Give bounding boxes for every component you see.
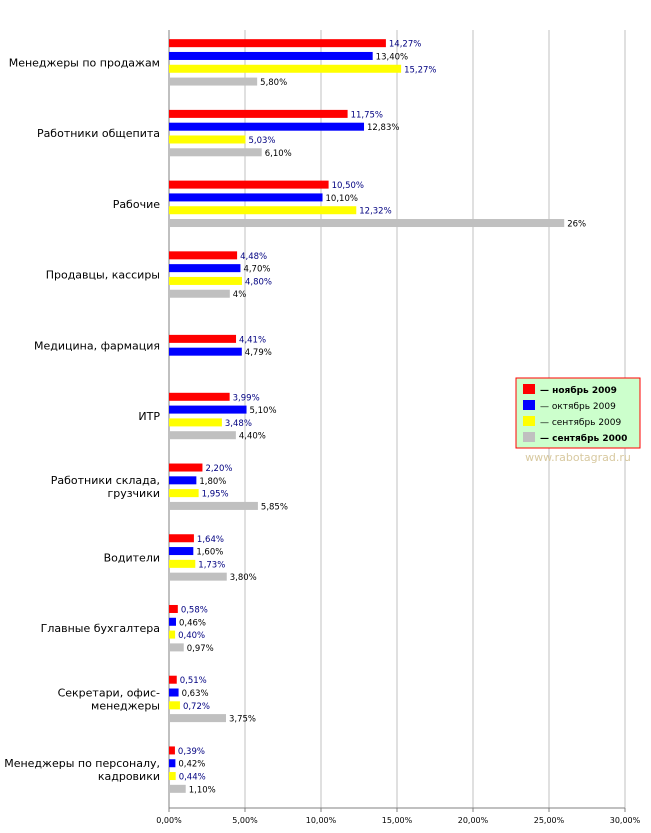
data-label: 0,40%	[178, 631, 206, 642]
bar	[169, 560, 195, 568]
data-label: 1,64%	[196, 534, 224, 545]
bar	[169, 393, 230, 401]
legend-swatch	[523, 416, 535, 426]
data-label: 10,10%	[325, 193, 358, 204]
bar	[169, 39, 386, 47]
bar	[169, 148, 262, 156]
bar	[169, 52, 373, 60]
bar	[169, 335, 236, 343]
bar	[169, 206, 356, 214]
data-label: 12,83%	[367, 123, 400, 134]
data-label: 26%	[567, 219, 587, 230]
bar	[169, 431, 236, 439]
data-label: 1,73%	[198, 560, 226, 571]
bar	[169, 135, 245, 143]
x-tick-label: 5,00%	[232, 816, 258, 825]
bar	[169, 406, 247, 414]
legend-swatch	[523, 400, 535, 410]
legend-label: — сентябрь 2009	[540, 418, 622, 428]
data-label: 0,51%	[179, 676, 207, 687]
bar	[169, 714, 226, 722]
data-label: 4,41%	[239, 335, 267, 346]
data-label: 5,80%	[260, 78, 288, 89]
bar	[169, 277, 242, 285]
x-tick-label: 0,00%	[156, 816, 182, 825]
data-label: 10,50%	[331, 181, 365, 192]
bar	[169, 676, 177, 684]
bar	[169, 110, 348, 118]
data-label: 4,80%	[244, 277, 272, 288]
data-label: 5,03%	[248, 135, 276, 146]
data-label: 0,97%	[186, 643, 214, 654]
bar	[169, 689, 179, 697]
data-label: 4,48%	[240, 251, 268, 262]
data-label: 0,44%	[178, 772, 206, 783]
data-label: 5,85%	[260, 502, 288, 513]
x-tick-label: 15,00%	[381, 816, 413, 825]
data-label: 1,95%	[201, 489, 229, 500]
data-label: 4%	[232, 290, 247, 301]
bar	[169, 348, 242, 356]
legend-label: — сентябрь 2000	[540, 434, 628, 444]
bar	[169, 785, 186, 793]
bar	[169, 643, 184, 651]
bar	[169, 181, 329, 189]
data-label: 0,46%	[178, 618, 207, 629]
watermark-text: www.rabotagrad.ru	[525, 451, 631, 464]
data-label: 0,63%	[181, 689, 209, 700]
bar	[169, 618, 176, 626]
category-label: Рабочие	[112, 197, 160, 211]
data-label: 1,10%	[188, 785, 216, 796]
legend	[516, 378, 640, 448]
legend-swatch	[523, 432, 535, 442]
bar	[169, 78, 257, 86]
data-label: 0,58%	[180, 605, 208, 616]
legend-swatch	[523, 384, 535, 394]
category-label: грузчики	[107, 487, 160, 501]
data-label: 4,40%	[238, 431, 266, 442]
data-label: 1,80%	[199, 476, 227, 487]
data-label: 4,70%	[243, 264, 271, 275]
bar	[169, 219, 564, 227]
bar	[169, 605, 178, 613]
data-label: 3,80%	[229, 573, 257, 584]
data-label: 1,60%	[196, 547, 224, 558]
bar	[169, 489, 199, 497]
bar	[169, 701, 180, 709]
x-tick-label: 20,00%	[457, 816, 489, 825]
data-label: 11,75%	[350, 110, 384, 121]
legend-label: — октябрь 2009	[540, 402, 616, 412]
data-label: 0,42%	[178, 759, 206, 770]
bar	[169, 631, 175, 639]
x-tick-label: 25,00%	[533, 816, 565, 825]
category-label: Менеджеры по персоналу,	[4, 757, 160, 771]
bar	[169, 264, 240, 272]
bar	[169, 547, 193, 555]
data-label: 0,39%	[177, 746, 205, 757]
category-label: кадровики	[97, 770, 160, 784]
data-label: 2,20%	[205, 464, 233, 475]
data-label: 13,40%	[375, 52, 409, 63]
bar	[169, 772, 176, 780]
bar	[169, 65, 401, 73]
bar	[169, 418, 222, 426]
bar	[169, 502, 258, 510]
bar	[169, 759, 175, 767]
data-label: 5,10%	[249, 406, 277, 417]
bar	[169, 251, 237, 259]
category-labels	[4, 56, 160, 783]
bar	[169, 290, 230, 298]
x-tick-label: 10,00%	[305, 816, 337, 825]
category-label: Работники общепита	[36, 127, 160, 141]
data-label: 6,10%	[264, 148, 292, 159]
bar	[169, 746, 175, 754]
category-label: Менеджеры по продажам	[8, 56, 160, 70]
category-label: Работники склада,	[50, 474, 160, 488]
data-label: 3,99%	[232, 393, 260, 404]
bar	[169, 464, 202, 472]
bar	[169, 123, 364, 131]
data-label: 14,27%	[388, 39, 422, 50]
bar	[169, 534, 194, 542]
bar	[169, 476, 196, 484]
category-label: Медицина, фармация	[34, 339, 160, 353]
data-label: 3,48%	[224, 418, 252, 429]
data-label: 0,72%	[182, 701, 210, 712]
data-label: 3,75%	[229, 714, 257, 725]
category-label: Продавцы, кассиры	[45, 268, 160, 282]
legend-label: — ноябрь 2009	[540, 386, 617, 396]
data-label: 12,32%	[359, 206, 392, 217]
category-label: менеджеры	[91, 699, 160, 713]
data-label: 15,27%	[404, 65, 437, 76]
data-label: 4,79%	[244, 348, 272, 359]
category-label: Главные бухгалтера	[40, 622, 160, 636]
bar	[169, 193, 323, 201]
category-label: Секретари, офис-	[57, 686, 160, 700]
category-label: Водители	[103, 551, 160, 565]
bar	[169, 573, 227, 581]
category-label: ИТР	[138, 410, 160, 423]
x-tick-label: 30,00%	[609, 816, 641, 825]
